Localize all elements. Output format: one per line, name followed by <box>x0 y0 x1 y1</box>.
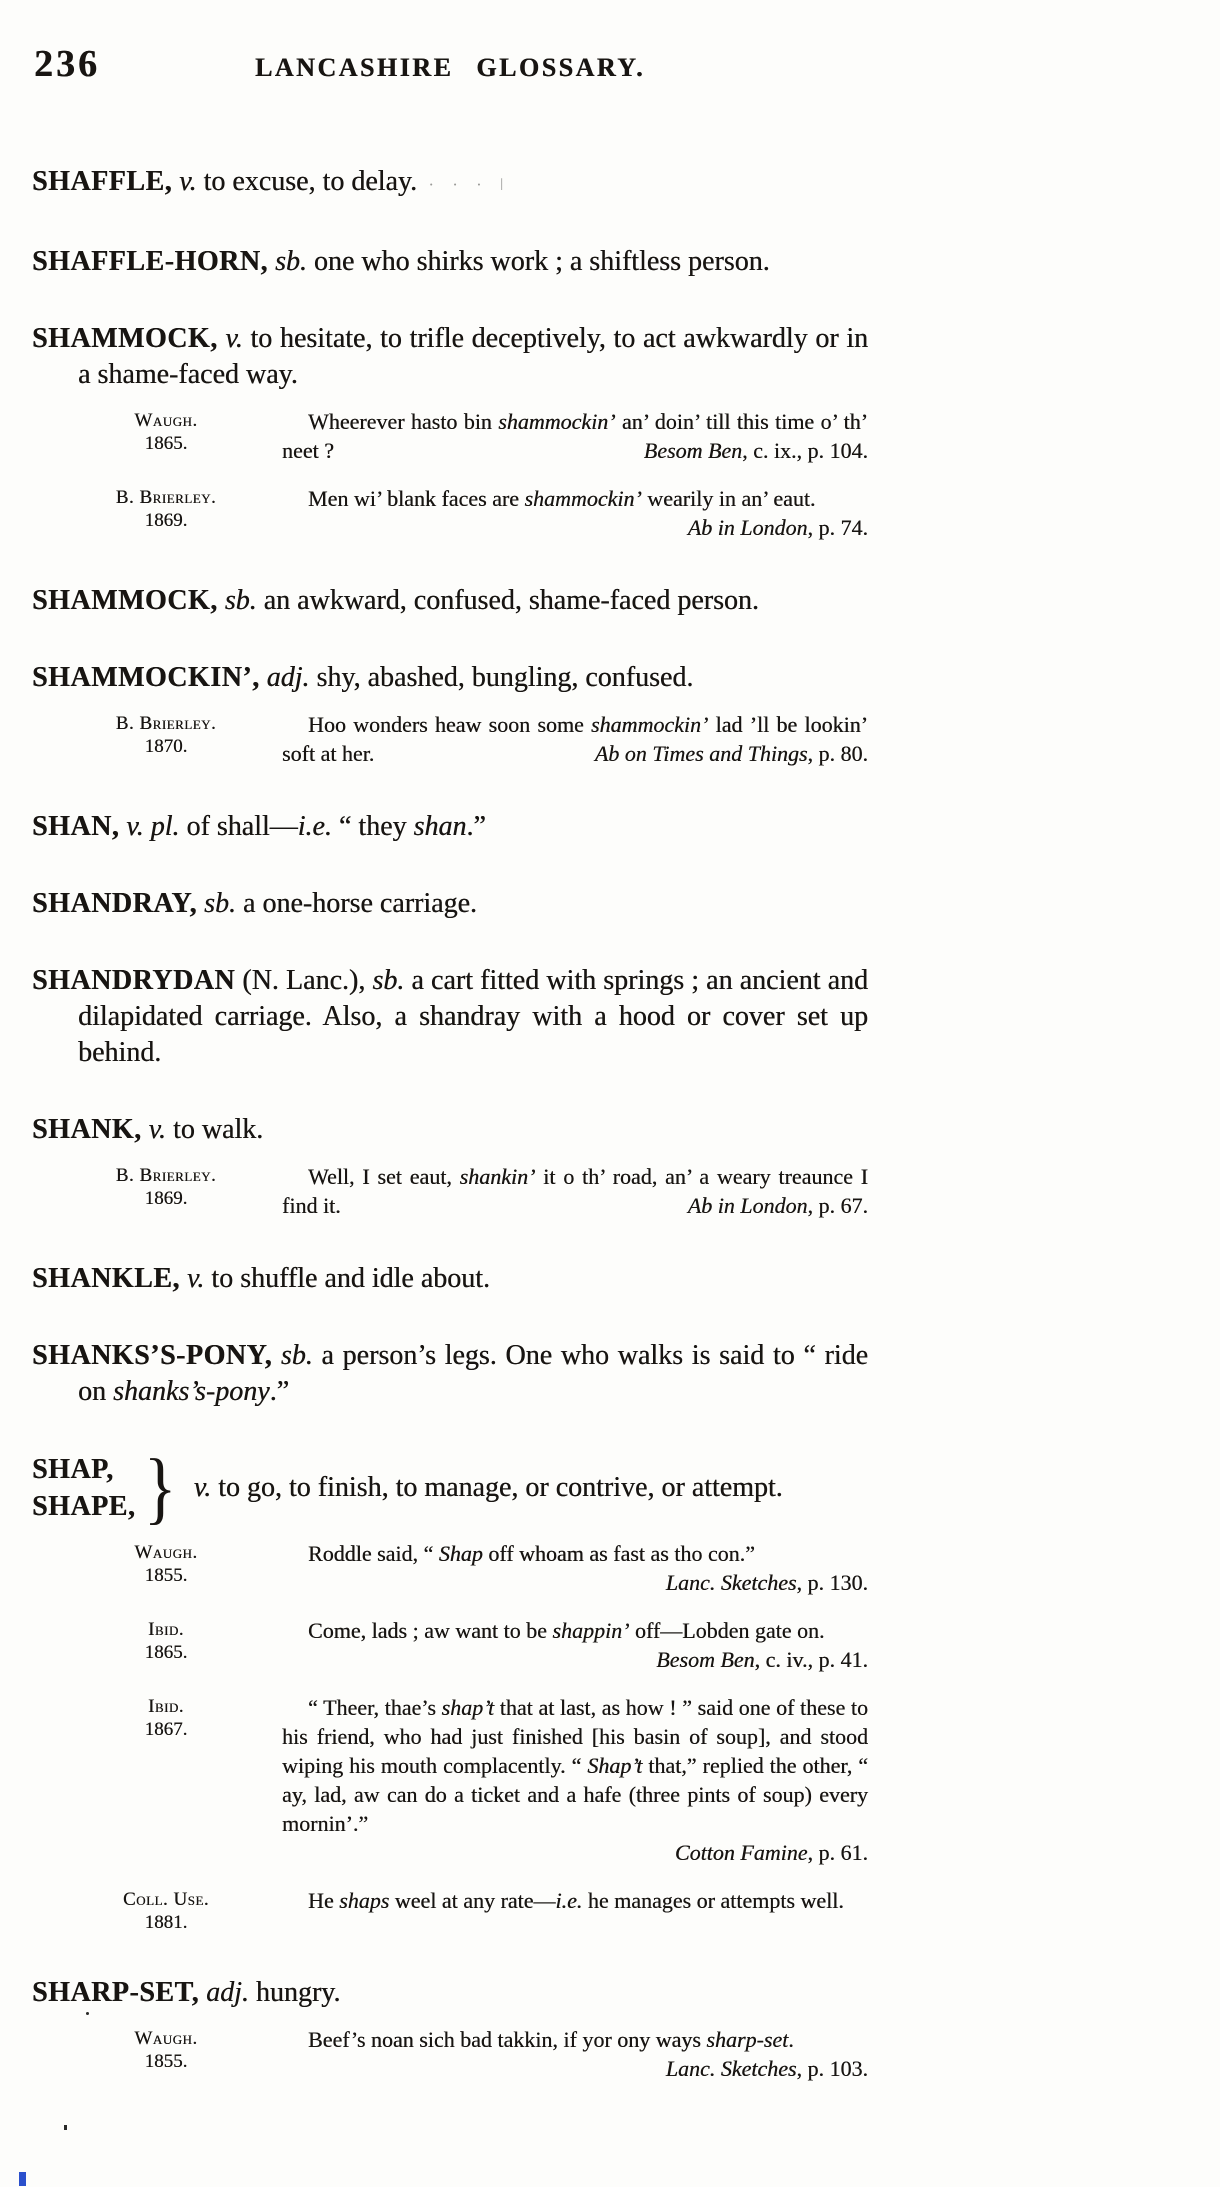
source-year: 1855. <box>144 2051 188 2072</box>
text-run: SHAN, <box>32 811 120 842</box>
text-run: Lanc. Sketches <box>665 1570 797 1595</box>
quotation <box>32 1162 868 1220</box>
text-run: , c. ix., p. 104. <box>742 438 868 463</box>
source-name: Coll. Use. <box>122 1889 210 1910</box>
text-run: shankin’ <box>459 1164 536 1189</box>
source-name: B. Brierley. <box>115 1165 217 1186</box>
text-run: .” <box>269 1376 290 1407</box>
text-run: Besom Ben <box>656 1647 755 1672</box>
text-run: Besom Ben <box>643 438 743 463</box>
quote-source <box>32 1616 282 1674</box>
entry-shan <box>32 809 868 845</box>
text-run: hungry. <box>248 1977 341 2008</box>
text-run: Ab in London <box>687 515 808 540</box>
text-run: SHANDRAY, <box>32 888 198 919</box>
text-run: SHAMMOCK, <box>32 323 218 354</box>
text-run: a one-horse carriage. <box>235 888 477 919</box>
entry-headline <box>32 963 868 1071</box>
quote-source <box>32 1886 282 1934</box>
entry-headline <box>32 164 868 203</box>
text-run: SHANK, <box>32 1114 142 1145</box>
source-year: 1867. <box>144 1719 188 1740</box>
quote-text <box>282 407 868 465</box>
headword-stack <box>32 1451 135 1525</box>
entry-headline <box>32 1975 868 2011</box>
quote-citation <box>640 1568 868 1597</box>
quote-text <box>282 1886 868 1934</box>
text-run: of shall— <box>179 811 298 842</box>
scan-speck <box>64 2125 67 2130</box>
text-run: “ Theer, thae’s <box>308 1695 442 1720</box>
entry-shammock-verb <box>32 321 868 542</box>
source-year: 1855. <box>144 1565 188 1586</box>
quotation <box>32 1616 868 1674</box>
text-run: Ab on Times and Things <box>594 741 808 766</box>
quote-citation <box>618 436 868 465</box>
entry-headline <box>32 1338 868 1410</box>
quote-citation <box>640 2054 868 2083</box>
entry-headline <box>32 886 868 922</box>
text-run: , p. 74. <box>807 515 868 540</box>
source-year: 1870. <box>144 736 188 757</box>
entry-headline <box>32 321 868 393</box>
source-name: Waugh. <box>134 2028 198 2049</box>
page-body <box>32 164 868 2083</box>
source-year: 1865. <box>144 433 188 454</box>
text-run: SHAFFLE-HORN, <box>32 246 268 277</box>
text-run: Hoo wonders heaw soon some <box>308 712 591 737</box>
entry-shandray <box>32 886 868 922</box>
text-run: to shuffle and idle about. <box>204 1263 490 1294</box>
quote-source <box>32 2025 282 2083</box>
text-run: shaps <box>339 1888 390 1913</box>
source-name: Waugh. <box>134 1542 198 1563</box>
text-run: shy, abashed, bungling, confused. <box>309 662 694 693</box>
text-run: he manages or attempts well. <box>582 1888 844 1913</box>
text-run: sharp-set <box>706 2027 789 2052</box>
text-run: shappin’ <box>552 1618 630 1643</box>
brace-icon: } <box>144 1444 177 1532</box>
text-run: an awkward, confused, shame-faced person. <box>256 585 759 616</box>
text-run: . <box>788 2027 794 2052</box>
quote-source <box>32 484 282 542</box>
text-run: lad ’ll be lookin’ soft at her. <box>282 712 868 766</box>
text-run: (N. Lanc.), <box>235 965 373 996</box>
text-run: a person’s legs. One who walks is said to “ ride on <box>78 1340 868 1407</box>
text-run: SHANKLE, <box>32 1263 180 1294</box>
brace-headword-group <box>32 1444 868 1532</box>
text-run: v. pl. <box>119 811 180 842</box>
text-run: , p. 130. <box>796 1570 868 1595</box>
scan-speck <box>86 2012 89 2015</box>
headword: SHAP, <box>32 1454 114 1485</box>
text-run: Shap’t <box>587 1753 643 1778</box>
source-name: B. Brierley. <box>115 713 217 734</box>
text-run: SHARP-SET, <box>32 1977 200 2008</box>
text-run: shap’t <box>441 1695 495 1720</box>
text-run: Shap <box>438 1541 483 1566</box>
text-run: that at last, as how ! ” said one of these to his friend, who had just finished [his basin of soup], and stood wiping his mouth complacently. “ <box>282 1695 868 1778</box>
entry-definition <box>194 1471 783 1505</box>
text-run: v. <box>179 1263 205 1294</box>
quote-citation <box>662 1191 868 1220</box>
text-run: · · · ǀ <box>417 175 511 194</box>
quote-source <box>32 407 282 465</box>
quote-source <box>32 1162 282 1220</box>
text-run: , c. iv., p. 41. <box>754 1647 868 1672</box>
text-run: sb. <box>272 1340 313 1371</box>
text-run: SHAMMOCKIN’, <box>32 662 260 693</box>
entry-headline <box>32 1261 868 1297</box>
text-run: adj. <box>199 1977 249 2008</box>
page-title: LANCASHIRE GLOSSARY. <box>254 53 646 82</box>
quote-text <box>282 1693 868 1867</box>
entry-shanks-s-pony <box>32 1338 868 1410</box>
quotation <box>32 710 868 768</box>
text-run: one who shirks work ; a shiftless person. <box>306 246 770 277</box>
quotation <box>32 2025 868 2083</box>
entry-shap-shape <box>32 1444 868 1934</box>
entry-shammock-noun <box>32 583 868 619</box>
entry-shandrydan <box>32 963 868 1071</box>
text-run: adj. <box>259 662 310 693</box>
text-run: “ they <box>331 811 414 842</box>
text-run: shammockin’ <box>498 409 616 434</box>
text-run: Ab in London <box>687 1193 808 1218</box>
text-run: weel at any rate— <box>389 1888 556 1913</box>
text-run: Beef’s noan sich bad takkin, if yor ony ways <box>308 2027 707 2052</box>
source-name: Ibid. <box>148 1619 184 1640</box>
text-run: SHANKS’S-PONY, <box>32 1340 273 1371</box>
text-run: v. <box>172 166 197 197</box>
quote-citation <box>569 739 868 768</box>
text-run: shan <box>413 811 467 842</box>
text-run: to excuse, to delay. <box>196 166 418 197</box>
text-run: SHAMMOCK, <box>32 585 218 616</box>
entry-shammockin <box>32 660 868 768</box>
text-run: a cart fitted with springs ; an ancient and dilapidated carriage. Also, a shandray with a hood or cover set up behind. <box>78 965 868 1068</box>
source-year: 1881. <box>144 1912 188 1933</box>
quote-citation <box>630 1645 868 1674</box>
quote-source <box>32 710 282 768</box>
entry-sharp-set <box>32 1975 868 2083</box>
source-year: 1865. <box>144 1642 188 1663</box>
entry-headline <box>32 660 868 696</box>
quote-citation <box>662 513 868 542</box>
text-run: , p. 80. <box>807 741 868 766</box>
text-run: Wheerever hasto bin <box>308 409 499 434</box>
quote-source <box>32 1539 282 1597</box>
quote-text <box>282 484 868 542</box>
text-run: .” <box>466 811 486 842</box>
text-run: Men wi’ blank faces are <box>308 486 525 511</box>
text-run: , p. 103. <box>796 2056 868 2081</box>
source-name: Ibid. <box>148 1696 184 1717</box>
text-run: sb. <box>197 888 236 919</box>
source-name: B. Brierley. <box>115 487 217 508</box>
entry-headline <box>32 244 868 280</box>
quotation <box>32 407 868 465</box>
text-run: sb. <box>267 246 307 277</box>
entry-shaffle <box>32 164 868 203</box>
text-run: Well, I set eaut, <box>308 1164 460 1189</box>
quote-text <box>282 2025 868 2083</box>
page-header <box>32 43 868 92</box>
entry-shankle <box>32 1261 868 1297</box>
source-year: 1869. <box>144 1188 188 1209</box>
blue-scan-mark <box>19 2172 26 2186</box>
source-year: 1869. <box>144 510 188 531</box>
entry-headline <box>32 1112 868 1148</box>
quote-source <box>32 1693 282 1867</box>
quote-citation <box>282 1838 868 1867</box>
text-run: sb. <box>217 585 257 616</box>
quotation <box>32 1886 868 1934</box>
quote-text <box>282 1539 868 1597</box>
text-run: off whoam as fast as tho con.” <box>482 1541 755 1566</box>
text-run: , p. 67. <box>807 1193 868 1218</box>
entry-shank <box>32 1112 868 1220</box>
quotation <box>32 484 868 542</box>
text-run: Lanc. Sketches <box>665 2056 797 2081</box>
text-run: shammockin’ <box>591 712 709 737</box>
entry-headline <box>32 809 868 845</box>
quotation <box>32 1693 868 1867</box>
text-run: to hesitate, to trifle deceptively, to act awkwardly or in a shame-faced way. <box>78 323 868 390</box>
text-run: shammockin’ <box>524 486 642 511</box>
entry-shaffle-horn <box>32 244 868 280</box>
text-run: to go, to finish, to manage, or contrive, or attempt. <box>211 1472 783 1503</box>
quote-text <box>282 1616 868 1674</box>
text-run: v. <box>217 323 243 354</box>
text-run: v. <box>141 1114 166 1145</box>
text-run: Cotton Famine <box>674 1840 808 1865</box>
text-run: off—Lobden gate on. <box>629 1618 825 1643</box>
text-run: Roddle said, “ <box>308 1541 439 1566</box>
text-run: , p. 61. <box>807 1840 868 1865</box>
source-name: Waugh. <box>134 410 198 431</box>
text-run: it o th’ road, an’ a weary treaunce I find it. <box>282 1164 868 1218</box>
text-run: He <box>308 1888 340 1913</box>
text-run: wearily in an’ eaut. <box>641 486 816 511</box>
text-run: i.e. <box>297 811 332 842</box>
text-run: SHANDRYDAN <box>32 965 236 996</box>
text-run: shanks’s-pony <box>113 1376 270 1407</box>
quote-text <box>282 1162 868 1220</box>
quote-text <box>282 710 868 768</box>
text-run: to walk. <box>165 1114 264 1145</box>
text-run: that,” replied the other, “ ay, lad, aw can do a ticket and a hafe (three pints of soup) every mornin’.” <box>282 1753 868 1836</box>
text-run: SHAFFLE, <box>32 166 173 197</box>
text-run: i.e. <box>555 1888 583 1913</box>
text-run: v. <box>193 1472 212 1503</box>
text-run: an’ doin’ till this time o’ th’ neet ? <box>282 409 868 463</box>
quotation <box>32 1539 868 1597</box>
page-number: 236 <box>34 43 100 85</box>
text-run: Come, lads ; aw want to be <box>308 1618 553 1643</box>
scanned-book-page <box>0 43 1220 2187</box>
text-run: sb. <box>372 965 405 996</box>
headword: SHAPE, <box>32 1491 136 1522</box>
entry-headline <box>32 583 868 619</box>
